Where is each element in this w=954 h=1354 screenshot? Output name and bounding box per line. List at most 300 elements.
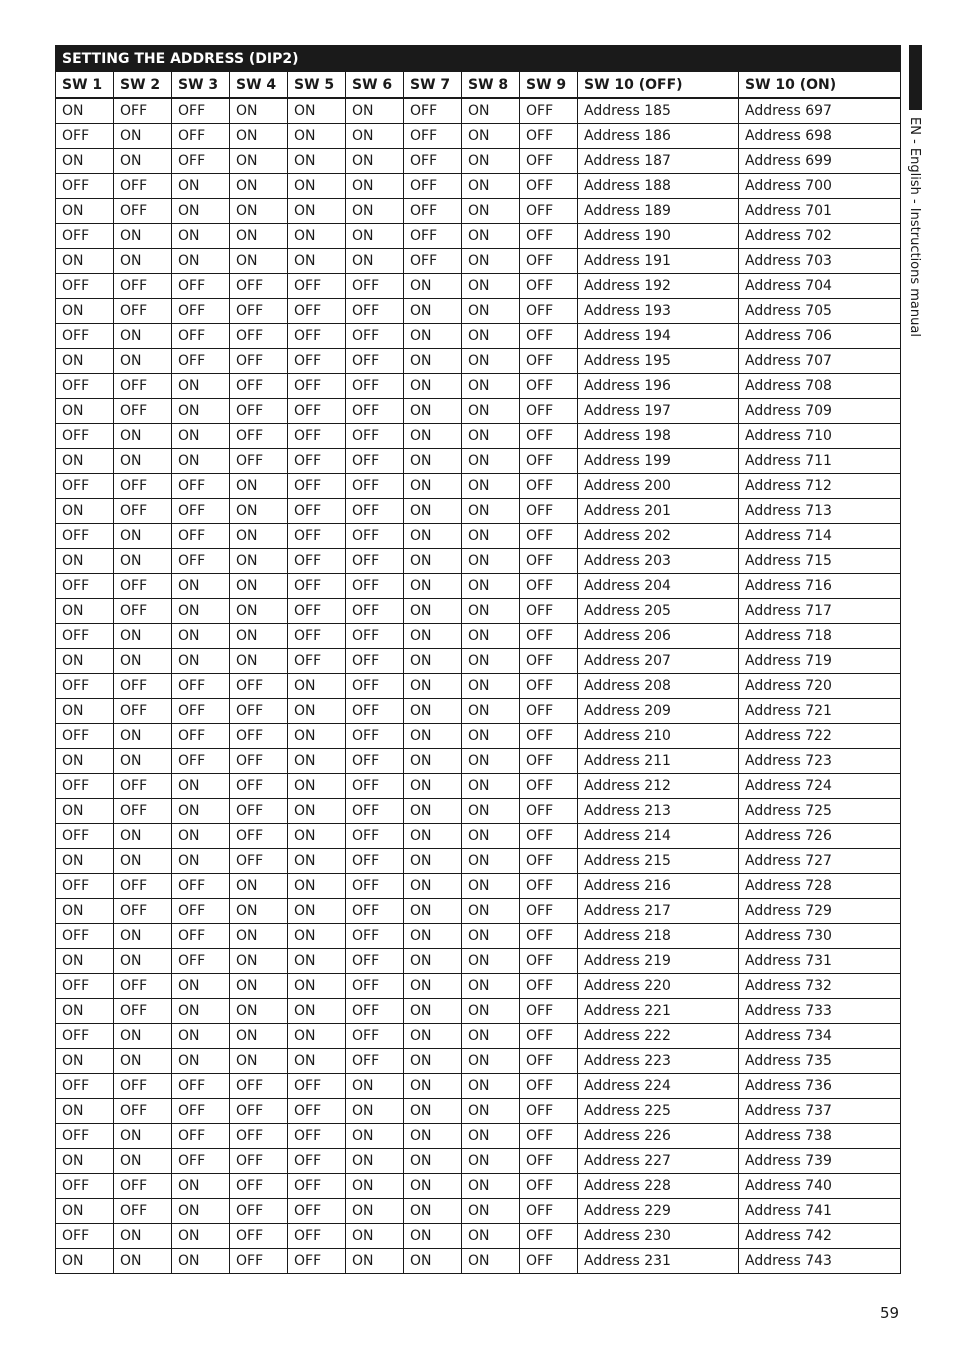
switch-state-cell: ON xyxy=(230,649,288,674)
switch-state-cell: ON xyxy=(56,199,114,224)
switch-state-cell: OFF xyxy=(56,974,114,999)
table-row xyxy=(56,1149,901,1174)
switch-state-cell: ON xyxy=(462,1074,520,1099)
switch-state-cell: OFF xyxy=(56,774,114,799)
switch-state-cell: ON xyxy=(56,149,114,174)
switch-state-cell: ON xyxy=(404,874,462,899)
table-row xyxy=(56,1124,901,1149)
switch-state-cell: OFF xyxy=(520,449,578,474)
switch-state-cell: OFF xyxy=(230,1224,288,1249)
switch-state-cell: ON xyxy=(462,399,520,424)
switch-state-cell: OFF xyxy=(114,774,172,799)
address-cell: Address 700 xyxy=(739,174,901,199)
address-cell: Address 716 xyxy=(739,574,901,599)
table-row xyxy=(56,324,901,349)
switch-state-cell: ON xyxy=(172,224,230,249)
switch-state-cell: ON xyxy=(56,249,114,274)
table-row xyxy=(56,874,901,899)
switch-state-cell: OFF xyxy=(172,699,230,724)
switch-state-cell: OFF xyxy=(404,124,462,149)
switch-state-cell: OFF xyxy=(520,924,578,949)
switch-state-cell: ON xyxy=(404,349,462,374)
switch-state-cell: ON xyxy=(56,449,114,474)
switch-state-cell: OFF xyxy=(520,1099,578,1124)
switch-state-cell: OFF xyxy=(172,524,230,549)
switch-state-cell: ON xyxy=(404,1024,462,1049)
address-cell: Address 718 xyxy=(739,624,901,649)
switch-state-cell: ON xyxy=(346,124,404,149)
address-cell: Address 709 xyxy=(739,399,901,424)
switch-state-cell: ON xyxy=(346,1224,404,1249)
switch-state-cell: ON xyxy=(404,524,462,549)
address-cell: Address 719 xyxy=(739,649,901,674)
side-label: EN - English - Instructions manual xyxy=(907,117,922,337)
address-cell: Address 186 xyxy=(578,124,739,149)
switch-state-cell: OFF xyxy=(520,249,578,274)
switch-state-cell: ON xyxy=(462,1199,520,1224)
switch-state-cell: ON xyxy=(462,499,520,524)
switch-state-cell: OFF xyxy=(520,1199,578,1224)
switch-state-cell: ON xyxy=(56,649,114,674)
switch-state-cell: ON xyxy=(346,1099,404,1124)
switch-state-cell: ON xyxy=(56,1149,114,1174)
switch-state-cell: ON xyxy=(462,124,520,149)
switch-state-cell: OFF xyxy=(114,1099,172,1124)
table-row xyxy=(56,699,901,724)
table-body xyxy=(56,98,901,1274)
switch-state-cell: ON xyxy=(462,424,520,449)
switch-state-cell: OFF xyxy=(56,924,114,949)
table-row xyxy=(56,824,901,849)
address-cell: Address 742 xyxy=(739,1224,901,1249)
column-header: SW 8 xyxy=(462,72,520,99)
switch-state-cell: OFF xyxy=(288,1099,346,1124)
table-row xyxy=(56,1099,901,1124)
switch-state-cell: OFF xyxy=(288,449,346,474)
switch-state-cell: OFF xyxy=(346,924,404,949)
switch-state-cell: OFF xyxy=(114,874,172,899)
switch-state-cell: OFF xyxy=(56,1024,114,1049)
switch-state-cell: OFF xyxy=(288,499,346,524)
switch-state-cell: OFF xyxy=(404,249,462,274)
table-row xyxy=(56,249,901,274)
switch-state-cell: OFF xyxy=(520,149,578,174)
address-cell: Address 196 xyxy=(578,374,739,399)
switch-state-cell: OFF xyxy=(114,974,172,999)
switch-state-cell: ON xyxy=(230,124,288,149)
switch-state-cell: OFF xyxy=(288,474,346,499)
switch-state-cell: OFF xyxy=(404,149,462,174)
table-row xyxy=(56,924,901,949)
address-cell: Address 208 xyxy=(578,674,739,699)
table-row xyxy=(56,624,901,649)
switch-state-cell: ON xyxy=(172,1199,230,1224)
table-row xyxy=(56,449,901,474)
switch-state-cell: ON xyxy=(172,599,230,624)
switch-state-cell: OFF xyxy=(346,424,404,449)
switch-state-cell: OFF xyxy=(114,1074,172,1099)
column-header: SW 3 xyxy=(172,72,230,99)
switch-state-cell: OFF xyxy=(288,524,346,549)
switch-state-cell: ON xyxy=(462,949,520,974)
address-cell: Address 708 xyxy=(739,374,901,399)
switch-state-cell: OFF xyxy=(56,424,114,449)
address-cell: Address 712 xyxy=(739,474,901,499)
switch-state-cell: ON xyxy=(404,774,462,799)
address-cell: Address 215 xyxy=(578,849,739,874)
switch-state-cell: ON xyxy=(230,999,288,1024)
switch-state-cell: ON xyxy=(230,199,288,224)
switch-state-cell: OFF xyxy=(346,874,404,899)
address-cell: Address 199 xyxy=(578,449,739,474)
switch-state-cell: ON xyxy=(346,1149,404,1174)
switch-state-cell: ON xyxy=(404,274,462,299)
switch-state-cell: ON xyxy=(114,1124,172,1149)
switch-state-cell: ON xyxy=(462,449,520,474)
switch-state-cell: ON xyxy=(404,624,462,649)
table-row xyxy=(56,974,901,999)
address-cell: Address 728 xyxy=(739,874,901,899)
switch-state-cell: ON xyxy=(404,1124,462,1149)
switch-state-cell: ON xyxy=(462,599,520,624)
address-cell: Address 222 xyxy=(578,1024,739,1049)
switch-state-cell: ON xyxy=(404,424,462,449)
switch-state-cell: ON xyxy=(462,474,520,499)
switch-state-cell: ON xyxy=(404,799,462,824)
table-row xyxy=(56,574,901,599)
switch-state-cell: ON xyxy=(462,999,520,1024)
table-row xyxy=(56,799,901,824)
switch-state-cell: ON xyxy=(462,799,520,824)
switch-state-cell: OFF xyxy=(288,1174,346,1199)
switch-state-cell: OFF xyxy=(346,1024,404,1049)
address-cell: Address 187 xyxy=(578,149,739,174)
switch-state-cell: OFF xyxy=(230,1249,288,1274)
switch-state-cell: ON xyxy=(462,824,520,849)
switch-state-cell: ON xyxy=(114,1049,172,1074)
switch-state-cell: ON xyxy=(346,1199,404,1224)
address-cell: Address 197 xyxy=(578,399,739,424)
address-cell: Address 225 xyxy=(578,1099,739,1124)
table-row xyxy=(56,474,901,499)
switch-state-cell: ON xyxy=(56,549,114,574)
switch-state-cell: OFF xyxy=(230,749,288,774)
switch-state-cell: OFF xyxy=(346,324,404,349)
switch-state-cell: OFF xyxy=(346,649,404,674)
switch-state-cell: ON xyxy=(462,274,520,299)
page-number: 59 xyxy=(880,1304,900,1322)
table-row xyxy=(56,1074,901,1099)
switch-state-cell: OFF xyxy=(288,399,346,424)
switch-state-cell: ON xyxy=(288,849,346,874)
switch-state-cell: OFF xyxy=(56,124,114,149)
switch-state-cell: OFF xyxy=(172,474,230,499)
switch-state-cell: OFF xyxy=(520,374,578,399)
switch-state-cell: ON xyxy=(346,1074,404,1099)
switch-state-cell: ON xyxy=(288,98,346,124)
switch-state-cell: OFF xyxy=(114,574,172,599)
switch-state-cell: OFF xyxy=(520,749,578,774)
address-cell: Address 213 xyxy=(578,799,739,824)
switch-state-cell: ON xyxy=(288,674,346,699)
table-row xyxy=(56,1174,901,1199)
switch-state-cell: OFF xyxy=(56,874,114,899)
switch-state-cell: OFF xyxy=(114,1174,172,1199)
address-cell: Address 231 xyxy=(578,1249,739,1274)
switch-state-cell: ON xyxy=(172,774,230,799)
switch-state-cell: OFF xyxy=(520,349,578,374)
switch-state-cell: OFF xyxy=(172,274,230,299)
address-cell: Address 207 xyxy=(578,649,739,674)
switch-state-cell: ON xyxy=(172,799,230,824)
switch-state-cell: OFF xyxy=(172,499,230,524)
switch-state-cell: ON xyxy=(404,374,462,399)
switch-state-cell: OFF xyxy=(520,1174,578,1199)
switch-state-cell: ON xyxy=(114,849,172,874)
address-cell: Address 711 xyxy=(739,449,901,474)
switch-state-cell: ON xyxy=(114,124,172,149)
table-row xyxy=(56,424,901,449)
switch-state-cell: OFF xyxy=(288,424,346,449)
switch-state-cell: ON xyxy=(462,649,520,674)
switch-state-cell: OFF xyxy=(56,1224,114,1249)
switch-state-cell: OFF xyxy=(56,1074,114,1099)
switch-state-cell: ON xyxy=(114,1224,172,1249)
switch-state-cell: ON xyxy=(114,549,172,574)
table-row xyxy=(56,949,901,974)
address-cell: Address 201 xyxy=(578,499,739,524)
switch-state-cell: OFF xyxy=(172,1124,230,1149)
switch-state-cell: OFF xyxy=(230,1099,288,1124)
switch-state-cell: ON xyxy=(404,1149,462,1174)
switch-state-cell: ON xyxy=(114,749,172,774)
table-row xyxy=(56,999,901,1024)
switch-state-cell: ON xyxy=(56,1199,114,1224)
switch-state-cell: OFF xyxy=(56,174,114,199)
switch-state-cell: OFF xyxy=(230,699,288,724)
table-row xyxy=(56,299,901,324)
switch-state-cell: ON xyxy=(462,899,520,924)
address-cell: Address 203 xyxy=(578,549,739,574)
switch-state-cell: ON xyxy=(462,1049,520,1074)
switch-state-cell: OFF xyxy=(520,774,578,799)
switch-state-cell: OFF xyxy=(56,324,114,349)
switch-state-cell: ON xyxy=(230,249,288,274)
table-row xyxy=(56,549,901,574)
dip-address-table-container xyxy=(55,45,900,1274)
switch-state-cell: OFF xyxy=(520,624,578,649)
switch-state-cell: ON xyxy=(56,1049,114,1074)
switch-state-cell: ON xyxy=(114,349,172,374)
column-header: SW 1 xyxy=(56,72,114,99)
address-cell: Address 221 xyxy=(578,999,739,1024)
switch-state-cell: ON xyxy=(462,1099,520,1124)
switch-state-cell: ON xyxy=(56,799,114,824)
switch-state-cell: OFF xyxy=(520,524,578,549)
switch-state-cell: OFF xyxy=(288,1249,346,1274)
address-cell: Address 195 xyxy=(578,349,739,374)
switch-state-cell: OFF xyxy=(172,674,230,699)
switch-state-cell: ON xyxy=(172,974,230,999)
switch-state-cell: OFF xyxy=(346,499,404,524)
switch-state-cell: ON xyxy=(230,474,288,499)
switch-state-cell: ON xyxy=(462,299,520,324)
address-cell: Address 191 xyxy=(578,249,739,274)
address-cell: Address 188 xyxy=(578,174,739,199)
switch-state-cell: ON xyxy=(172,199,230,224)
switch-state-cell: ON xyxy=(404,299,462,324)
switch-state-cell: ON xyxy=(288,949,346,974)
switch-state-cell: ON xyxy=(288,874,346,899)
switch-state-cell: OFF xyxy=(172,1099,230,1124)
table-row xyxy=(56,1249,901,1274)
switch-state-cell: OFF xyxy=(172,549,230,574)
switch-state-cell: ON xyxy=(114,249,172,274)
switch-state-cell: ON xyxy=(346,1124,404,1149)
address-cell: Address 734 xyxy=(739,1024,901,1049)
switch-state-cell: OFF xyxy=(346,724,404,749)
address-cell: Address 699 xyxy=(739,149,901,174)
switch-state-cell: ON xyxy=(172,574,230,599)
address-cell: Address 192 xyxy=(578,274,739,299)
switch-state-cell: OFF xyxy=(288,599,346,624)
switch-state-cell: OFF xyxy=(172,924,230,949)
switch-state-cell: OFF xyxy=(346,949,404,974)
switch-state-cell: OFF xyxy=(230,774,288,799)
switch-state-cell: OFF xyxy=(288,1124,346,1149)
switch-state-cell: OFF xyxy=(346,574,404,599)
table-row xyxy=(56,199,901,224)
switch-state-cell: ON xyxy=(56,98,114,124)
address-cell: Address 194 xyxy=(578,324,739,349)
switch-state-cell: OFF xyxy=(520,949,578,974)
switch-state-cell: OFF xyxy=(520,199,578,224)
switch-state-cell: OFF xyxy=(346,274,404,299)
switch-state-cell: OFF xyxy=(346,1049,404,1074)
switch-state-cell: ON xyxy=(462,774,520,799)
switch-state-cell: OFF xyxy=(56,624,114,649)
column-header: SW 4 xyxy=(230,72,288,99)
switch-state-cell: OFF xyxy=(346,524,404,549)
switch-state-cell: OFF xyxy=(172,949,230,974)
switch-state-cell: ON xyxy=(230,1024,288,1049)
switch-state-cell: OFF xyxy=(114,799,172,824)
switch-state-cell: ON xyxy=(172,374,230,399)
switch-state-cell: OFF xyxy=(520,674,578,699)
switch-state-cell: ON xyxy=(346,174,404,199)
switch-state-cell: ON xyxy=(114,924,172,949)
switch-state-cell: ON xyxy=(346,224,404,249)
switch-state-cell: ON xyxy=(56,999,114,1024)
switch-state-cell: ON xyxy=(230,874,288,899)
switch-state-cell: OFF xyxy=(172,899,230,924)
switch-state-cell: ON xyxy=(56,499,114,524)
switch-state-cell: ON xyxy=(172,999,230,1024)
switch-state-cell: ON xyxy=(230,524,288,549)
switch-state-cell: OFF xyxy=(114,699,172,724)
address-cell: Address 200 xyxy=(578,474,739,499)
switch-state-cell: OFF xyxy=(520,574,578,599)
switch-state-cell: OFF xyxy=(520,299,578,324)
switch-state-cell: ON xyxy=(462,574,520,599)
address-cell: Address 727 xyxy=(739,849,901,874)
switch-state-cell: OFF xyxy=(520,424,578,449)
switch-state-cell: OFF xyxy=(230,274,288,299)
switch-state-cell: OFF xyxy=(520,999,578,1024)
table-row xyxy=(56,649,901,674)
switch-state-cell: ON xyxy=(462,549,520,574)
switch-state-cell: ON xyxy=(404,474,462,499)
switch-state-cell: ON xyxy=(346,1174,404,1199)
switch-state-cell: ON xyxy=(462,624,520,649)
switch-state-cell: OFF xyxy=(230,399,288,424)
switch-state-cell: OFF xyxy=(520,799,578,824)
address-cell: Address 725 xyxy=(739,799,901,824)
switch-state-cell: OFF xyxy=(172,1149,230,1174)
address-cell: Address 713 xyxy=(739,499,901,524)
address-cell: Address 732 xyxy=(739,974,901,999)
switch-state-cell: ON xyxy=(172,1249,230,1274)
address-cell: Address 707 xyxy=(739,349,901,374)
address-cell: Address 228 xyxy=(578,1174,739,1199)
address-cell: Address 722 xyxy=(739,724,901,749)
switch-state-cell: ON xyxy=(462,174,520,199)
switch-state-cell: ON xyxy=(288,1049,346,1074)
switch-state-cell: OFF xyxy=(230,449,288,474)
switch-state-cell: OFF xyxy=(346,399,404,424)
switch-state-cell: ON xyxy=(404,974,462,999)
switch-state-cell: OFF xyxy=(114,674,172,699)
table-row xyxy=(56,599,901,624)
table-row xyxy=(56,499,901,524)
switch-state-cell: ON xyxy=(288,749,346,774)
address-cell: Address 703 xyxy=(739,249,901,274)
switch-state-cell: ON xyxy=(462,249,520,274)
table-row xyxy=(56,1224,901,1249)
address-cell: Address 190 xyxy=(578,224,739,249)
switch-state-cell: OFF xyxy=(346,474,404,499)
address-cell: Address 189 xyxy=(578,199,739,224)
address-cell: Address 224 xyxy=(578,1074,739,1099)
switch-state-cell: OFF xyxy=(346,749,404,774)
switch-state-cell: OFF xyxy=(56,524,114,549)
switch-state-cell: ON xyxy=(288,974,346,999)
table-row xyxy=(56,524,901,549)
switch-state-cell: OFF xyxy=(520,274,578,299)
address-cell: Address 715 xyxy=(739,549,901,574)
address-cell: Address 706 xyxy=(739,324,901,349)
switch-state-cell: ON xyxy=(288,999,346,1024)
switch-state-cell: ON xyxy=(404,1049,462,1074)
switch-state-cell: ON xyxy=(230,224,288,249)
switch-state-cell: ON xyxy=(404,1174,462,1199)
switch-state-cell: OFF xyxy=(520,599,578,624)
switch-state-cell: OFF xyxy=(114,374,172,399)
section-tab-marker xyxy=(909,45,922,110)
switch-state-cell: OFF xyxy=(346,449,404,474)
address-cell: Address 740 xyxy=(739,1174,901,1199)
address-cell: Address 714 xyxy=(739,524,901,549)
switch-state-cell: ON xyxy=(56,399,114,424)
switch-state-cell: OFF xyxy=(520,1049,578,1074)
switch-state-cell: ON xyxy=(346,249,404,274)
address-cell: Address 209 xyxy=(578,699,739,724)
switch-state-cell: ON xyxy=(230,1049,288,1074)
table-row xyxy=(56,274,901,299)
switch-state-cell: OFF xyxy=(230,674,288,699)
switch-state-cell: OFF xyxy=(114,399,172,424)
switch-state-cell: ON xyxy=(462,149,520,174)
